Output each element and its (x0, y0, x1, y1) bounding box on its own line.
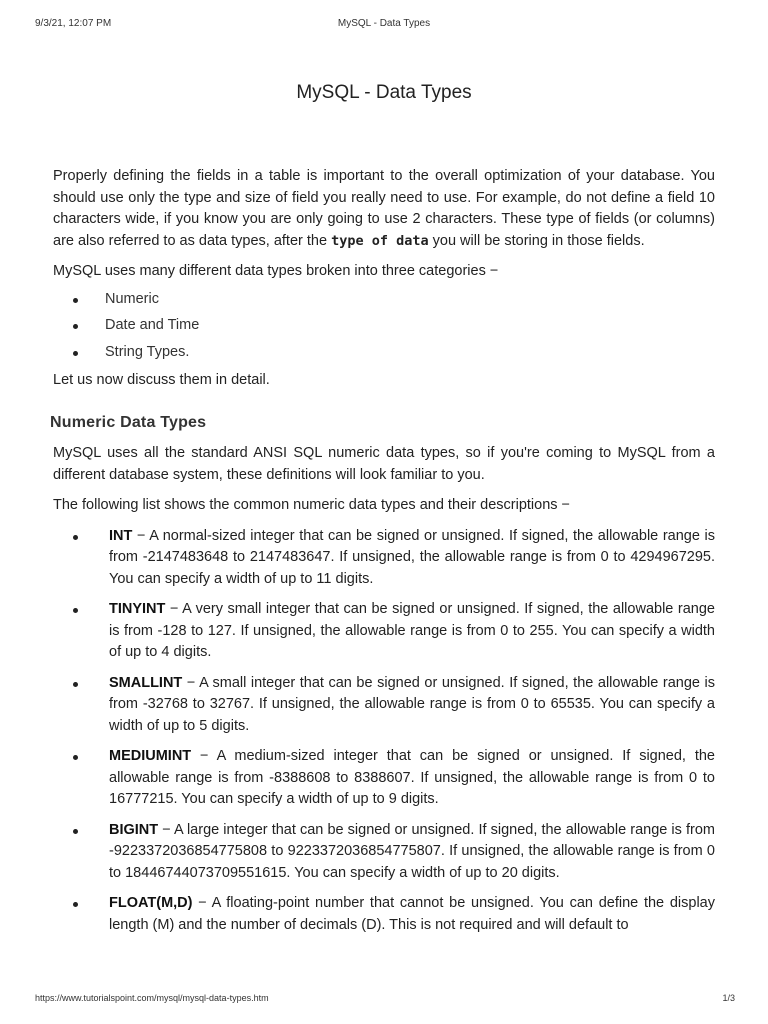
bullet-icon (73, 608, 78, 613)
article-body (50, 166, 715, 945)
bullet-icon (73, 682, 78, 687)
categories-list (53, 289, 715, 369)
list-item (53, 746, 715, 811)
list-item (53, 599, 715, 664)
list-item (53, 893, 715, 936)
type-description: − A small integer that can be signed or unsigned. If signed, the allowable range is from -32768 to 32767. If unsigned, the allowable range is from 0 to 65535. You can specify a width of up to 5 digits. (109, 674, 715, 734)
discuss-paragraph: Let us now discuss them in detail. (53, 372, 270, 388)
numeric-heading: Numeric Data Types (50, 413, 207, 431)
category-label: Numeric (105, 290, 159, 307)
list-item (53, 526, 715, 591)
bullet-icon (73, 351, 78, 356)
print-datetime: 9/3/21, 12:07 PM (35, 18, 112, 29)
type-name: INT (109, 527, 133, 544)
list-item (53, 289, 715, 316)
list-item (53, 315, 715, 342)
print-page-title: MySQL - Data Types (337, 18, 431, 29)
type-name: BIGINT (109, 821, 159, 838)
bullet-icon (73, 755, 78, 760)
bullet-icon (73, 829, 78, 834)
type-description: − A floating-point number that cannot be unsigned. You can define the display length (M) and the number of decimals (D). This is not required and will default to (109, 895, 715, 933)
category-label: Date and Time (105, 317, 200, 333)
type-description: − A very small integer that can be signed or unsigned. If signed, the allowable range is from -128 to 127. If unsigned, the allowable range is from 0 to 255. You can specify a width of up to 4 digits. (109, 601, 715, 660)
list-item (53, 342, 715, 369)
intro-bold-term: type of data (331, 232, 429, 249)
bullet-icon (73, 902, 78, 907)
type-name: SMALLINT (109, 674, 183, 691)
intro-text: Properly defining the fields in a table is important to the overall optimization of your database. You should use only the type and size of field you really need to use. For example, do not define a field 10 characters wide, if you know you are only going to use 2 characters. These type of fields (or columns) are also referred to as data types, after the (53, 168, 715, 249)
print-page-number: 1/3 (722, 993, 735, 1003)
intro-text-end: you will be storing in those fields. (428, 232, 645, 249)
type-name: TINYINT (109, 601, 166, 617)
list-item (53, 673, 715, 738)
bullet-icon (73, 324, 78, 329)
numeric-list-intro: The following list shows the common numeric data types and their descriptions − (53, 497, 571, 513)
type-name: FLOAT(M,D) (109, 895, 193, 911)
page-title: MySQL - Data Types (296, 82, 472, 103)
numeric-intro: MySQL uses all the standard ANSI SQL numeric data types, so if you're coming to MySQL from a different database system, these definitions will look familiar to you. (53, 445, 715, 483)
bullet-icon (73, 298, 78, 303)
type-name: MEDIUMINT (109, 748, 192, 764)
list-item (53, 820, 715, 885)
type-description: − A medium-sized integer that can be signed or unsigned. If signed, the allowable range is from -8388608 to 8388607. If unsigned, the allowable range is from 0 to 16777215. You can specify a width of up to 9 digits. (109, 748, 715, 807)
print-url: https://www.tutorialspoint.com/mysql/mysql-data-types.htm (35, 993, 269, 1003)
category-label: String Types. (105, 343, 190, 360)
intro-paragraph (53, 166, 715, 252)
bullet-icon (73, 535, 78, 540)
numeric-types-list (53, 526, 715, 937)
type-description: − A large integer that can be signed or unsigned. If signed, the allowable range is from -9223372036854775808 to 9223372036854775807. If unsigned, the allowable range is from 0 to 18446744073709551615. You can specify a width of up to 20 digits. (109, 821, 715, 881)
type-description: − A normal-sized integer that can be signed or unsigned. If signed, the allowable range is from -2147483648 to 2147483647. If unsigned, the allowable range is from 0 to 4294967295. You can specify a width of up to 11 digits. (109, 527, 715, 587)
categories-intro: MySQL uses many different data types broken into three categories − (53, 263, 499, 279)
